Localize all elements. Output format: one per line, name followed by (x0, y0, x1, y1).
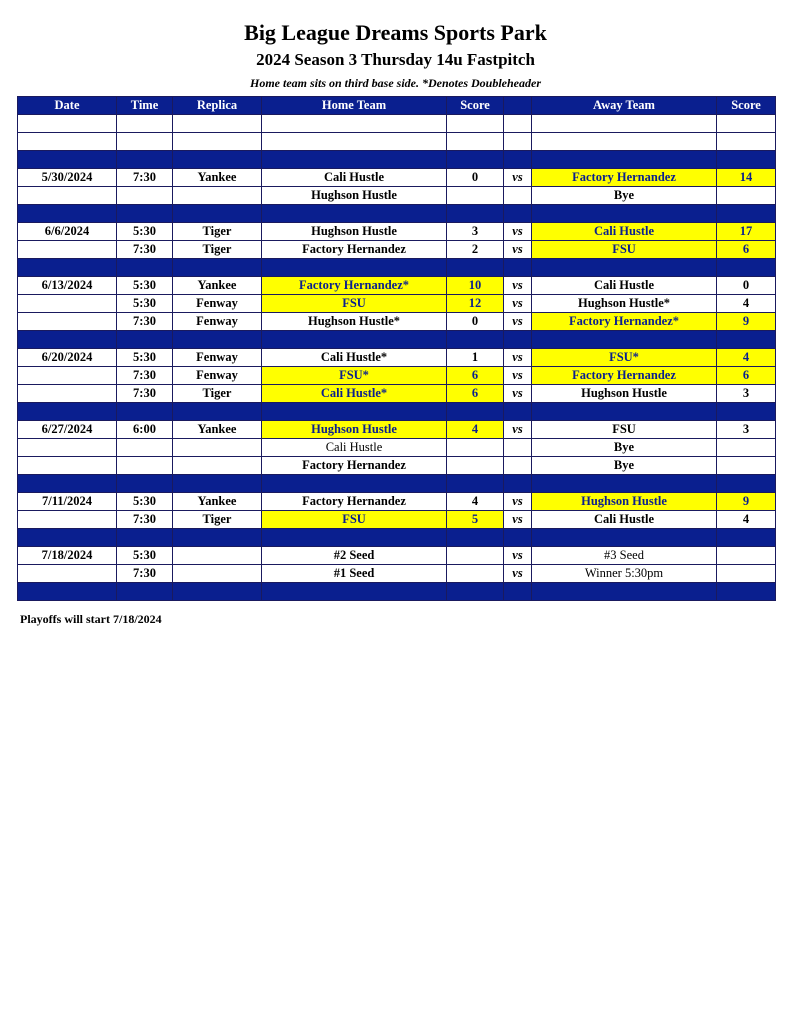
page-subtitle: 2024 Season 3 Thursday 14u Fastpitch (256, 50, 535, 69)
separator-cell (532, 475, 717, 493)
separator-cell (262, 529, 447, 547)
date-cell (18, 295, 117, 313)
blank-cell (532, 133, 717, 151)
separator-cell (447, 205, 504, 223)
replica-cell: Yankee (173, 169, 262, 187)
game-row (18, 169, 776, 187)
vs-cell (504, 457, 532, 475)
game-row (18, 421, 776, 439)
separator-cell (117, 151, 173, 169)
away-score-cell: 17 (717, 223, 776, 241)
game-row (18, 457, 776, 475)
separator-cell (447, 403, 504, 421)
separator-cell (18, 205, 117, 223)
home-team-cell: Cali Hustle (262, 439, 447, 457)
date-cell (18, 241, 117, 259)
game-row (18, 187, 776, 205)
replica-cell: Yankee (173, 421, 262, 439)
replica-cell (173, 439, 262, 457)
away-team-cell: Cali Hustle (532, 511, 717, 529)
home-team-cell: #2 Seed (262, 547, 447, 565)
separator-cell (18, 529, 117, 547)
replica-cell: Yankee (173, 493, 262, 511)
replica-cell: Fenway (173, 367, 262, 385)
separator-cell (504, 259, 532, 277)
home-team-cell: Hughson Hustle (262, 421, 447, 439)
separator-cell (173, 205, 262, 223)
blank-cell (717, 133, 776, 151)
vs-cell: vs (504, 295, 532, 313)
home-team-cell: Factory Hernandez (262, 241, 447, 259)
away-score-cell (717, 457, 776, 475)
separator-cell (504, 205, 532, 223)
time-cell: 7:30 (117, 565, 173, 583)
away-score-cell (717, 439, 776, 457)
separator-cell (18, 331, 117, 349)
separator-cell (717, 151, 776, 169)
game-row (18, 241, 776, 259)
home-team-cell: FSU (262, 295, 447, 313)
separator-cell (262, 475, 447, 493)
away-score-cell: 9 (717, 493, 776, 511)
time-cell: 5:30 (117, 295, 173, 313)
game-row (18, 565, 776, 583)
separator-cell (18, 583, 117, 601)
away-team-cell: Hughson Hustle* (532, 295, 717, 313)
away-score-cell: 14 (717, 169, 776, 187)
home-team-cell: FSU* (262, 367, 447, 385)
away-team-cell: Factory Hernandez (532, 169, 717, 187)
date-cell (18, 187, 117, 205)
date-cell (18, 367, 117, 385)
schedule-table (17, 96, 776, 601)
separator-cell (717, 331, 776, 349)
separator-cell (173, 259, 262, 277)
vs-cell: vs (504, 223, 532, 241)
date-cell (18, 439, 117, 457)
separator-cell (504, 151, 532, 169)
date-cell: 7/18/2024 (18, 547, 117, 565)
away-score-cell (717, 187, 776, 205)
away-score-cell: 9 (717, 313, 776, 331)
away-team-cell: Bye (532, 187, 717, 205)
separator-cell (447, 259, 504, 277)
replica-cell: Tiger (173, 241, 262, 259)
home-team-cell: Hughson Hustle (262, 187, 447, 205)
away-score-cell: 4 (717, 349, 776, 367)
separator-cell (504, 529, 532, 547)
separator-cell (173, 529, 262, 547)
home-score-cell (447, 565, 504, 583)
separator-cell (504, 331, 532, 349)
away-team-cell: FSU* (532, 349, 717, 367)
week-separator-row (18, 205, 776, 223)
separator-cell (262, 259, 447, 277)
blank-cell (173, 115, 262, 133)
separator-cell (532, 259, 717, 277)
vs-cell (504, 187, 532, 205)
separator-cell (18, 403, 117, 421)
col-header-away-score: Score (717, 97, 776, 115)
home-team-cell: Factory Hernandez (262, 457, 447, 475)
home-score-cell (447, 547, 504, 565)
home-team-cell: FSU (262, 511, 447, 529)
week-separator-row (18, 583, 776, 601)
separator-cell (18, 475, 117, 493)
date-cell (18, 457, 117, 475)
separator-cell (504, 403, 532, 421)
separator-cell (18, 259, 117, 277)
away-team-cell: Bye (532, 439, 717, 457)
time-cell: 7:30 (117, 367, 173, 385)
time-cell: 6:00 (117, 421, 173, 439)
separator-cell (117, 331, 173, 349)
replica-cell (173, 457, 262, 475)
blank-cell (532, 115, 717, 133)
vs-cell: vs (504, 367, 532, 385)
blank-cell (504, 133, 532, 151)
schedule-body (18, 115, 776, 601)
vs-cell: vs (504, 547, 532, 565)
blank-cell (262, 133, 447, 151)
away-score-cell: 3 (717, 385, 776, 403)
date-cell: 6/20/2024 (18, 349, 117, 367)
separator-cell (262, 331, 447, 349)
blank-cell (447, 133, 504, 151)
away-team-cell: #3 Seed (532, 547, 717, 565)
separator-cell (173, 475, 262, 493)
home-team-cell: Cali Hustle* (262, 349, 447, 367)
separator-cell (504, 583, 532, 601)
week-separator-row (18, 403, 776, 421)
time-cell: 5:30 (117, 493, 173, 511)
time-cell: 7:30 (117, 241, 173, 259)
col-header-away-team: Away Team (532, 97, 717, 115)
replica-cell: Yankee (173, 277, 262, 295)
blank-row (18, 133, 776, 151)
week-separator-row (18, 529, 776, 547)
vs-cell: vs (504, 241, 532, 259)
time-cell (117, 439, 173, 457)
away-score-cell: 4 (717, 511, 776, 529)
game-row (18, 313, 776, 331)
replica-cell: Fenway (173, 349, 262, 367)
date-cell: 5/30/2024 (18, 169, 117, 187)
blank-cell (18, 133, 117, 151)
separator-cell (173, 151, 262, 169)
separator-cell (262, 151, 447, 169)
col-header-home-team: Home Team (262, 97, 447, 115)
home-score-cell (447, 187, 504, 205)
home-team-cell: Hughson Hustle (262, 223, 447, 241)
home-score-cell: 5 (447, 511, 504, 529)
date-cell (18, 565, 117, 583)
separator-cell (717, 475, 776, 493)
time-cell (117, 187, 173, 205)
week-separator-row (18, 259, 776, 277)
separator-cell (117, 529, 173, 547)
home-score-cell: 4 (447, 493, 504, 511)
week-separator-row (18, 331, 776, 349)
separator-cell (173, 583, 262, 601)
page-title: Big League Dreams Sports Park (244, 20, 547, 45)
blank-row (18, 115, 776, 133)
header-row (18, 97, 776, 115)
away-team-cell: Factory Hernandez (532, 367, 717, 385)
game-row (18, 439, 776, 457)
vs-cell: vs (504, 277, 532, 295)
home-team-cell: #1 Seed (262, 565, 447, 583)
game-row (18, 385, 776, 403)
game-row (18, 277, 776, 295)
separator-cell (532, 205, 717, 223)
away-score-cell: 3 (717, 421, 776, 439)
blank-cell (173, 133, 262, 151)
time-cell: 7:30 (117, 313, 173, 331)
time-cell: 5:30 (117, 547, 173, 565)
col-header-replica: Replica (173, 97, 262, 115)
home-score-cell: 4 (447, 421, 504, 439)
away-score-cell: 0 (717, 277, 776, 295)
away-score-cell (717, 547, 776, 565)
vs-cell: vs (504, 385, 532, 403)
separator-cell (532, 403, 717, 421)
separator-cell (18, 151, 117, 169)
date-cell: 6/13/2024 (18, 277, 117, 295)
vs-cell: vs (504, 511, 532, 529)
time-cell: 7:30 (117, 169, 173, 187)
game-row (18, 223, 776, 241)
vs-cell (504, 439, 532, 457)
vs-cell: vs (504, 313, 532, 331)
vs-cell: vs (504, 169, 532, 187)
home-score-cell: 0 (447, 313, 504, 331)
separator-cell (717, 205, 776, 223)
home-score-cell: 3 (447, 223, 504, 241)
home-score-cell: 12 (447, 295, 504, 313)
away-score-cell: 6 (717, 367, 776, 385)
time-cell: 7:30 (117, 511, 173, 529)
vs-cell: vs (504, 565, 532, 583)
away-team-cell: Cali Hustle (532, 277, 717, 295)
away-team-cell: Hughson Hustle (532, 385, 717, 403)
blank-cell (504, 115, 532, 133)
home-score-cell (447, 457, 504, 475)
vs-cell: vs (504, 493, 532, 511)
time-cell: 5:30 (117, 223, 173, 241)
replica-cell: Fenway (173, 295, 262, 313)
away-score-cell: 4 (717, 295, 776, 313)
blank-cell (18, 115, 117, 133)
replica-cell: Tiger (173, 223, 262, 241)
separator-cell (717, 259, 776, 277)
game-row (18, 511, 776, 529)
game-row (18, 547, 776, 565)
separator-cell (447, 583, 504, 601)
replica-cell: Fenway (173, 313, 262, 331)
separator-cell (447, 529, 504, 547)
separator-cell (504, 475, 532, 493)
home-team-cell: Factory Hernandez* (262, 277, 447, 295)
separator-cell (447, 331, 504, 349)
separator-cell (717, 529, 776, 547)
separator-cell (117, 583, 173, 601)
week-separator-row (18, 475, 776, 493)
replica-cell (173, 565, 262, 583)
separator-cell (117, 205, 173, 223)
separator-cell (447, 151, 504, 169)
away-team-cell: Bye (532, 457, 717, 475)
replica-cell: Tiger (173, 511, 262, 529)
time-cell: 5:30 (117, 277, 173, 295)
game-row (18, 349, 776, 367)
separator-cell (173, 403, 262, 421)
separator-cell (262, 205, 447, 223)
separator-cell (532, 529, 717, 547)
date-cell (18, 511, 117, 529)
home-team-cell: Cali Hustle* (262, 385, 447, 403)
home-score-cell: 6 (447, 367, 504, 385)
replica-cell: Tiger (173, 385, 262, 403)
home-score-cell: 2 (447, 241, 504, 259)
home-score-cell: 10 (447, 277, 504, 295)
time-cell (117, 457, 173, 475)
home-score-cell: 1 (447, 349, 504, 367)
away-score-cell: 6 (717, 241, 776, 259)
separator-cell (117, 403, 173, 421)
home-team-cell: Factory Hernandez (262, 493, 447, 511)
game-row (18, 493, 776, 511)
schedule-note: Home team sits on third base side. *Denotes Doubleheader (250, 76, 541, 90)
away-team-cell: FSU (532, 421, 717, 439)
blank-cell (117, 133, 173, 151)
away-team-cell: FSU (532, 241, 717, 259)
home-score-cell (447, 439, 504, 457)
separator-cell (173, 331, 262, 349)
home-team-cell: Cali Hustle (262, 169, 447, 187)
blank-cell (262, 115, 447, 133)
away-team-cell: Cali Hustle (532, 223, 717, 241)
col-header-vs (504, 97, 532, 115)
separator-cell (717, 403, 776, 421)
separator-cell (262, 583, 447, 601)
separator-cell (117, 259, 173, 277)
col-header-time: Time (117, 97, 173, 115)
home-score-cell: 0 (447, 169, 504, 187)
playoffs-note: Playoffs will start 7/18/2024 (20, 612, 162, 626)
away-team-cell: Winner 5:30pm (532, 565, 717, 583)
replica-cell (173, 187, 262, 205)
blank-cell (717, 115, 776, 133)
date-cell (18, 313, 117, 331)
replica-cell (173, 547, 262, 565)
separator-cell (117, 475, 173, 493)
separator-cell (532, 331, 717, 349)
date-cell: 7/11/2024 (18, 493, 117, 511)
time-cell: 7:30 (117, 385, 173, 403)
date-cell: 6/27/2024 (18, 421, 117, 439)
away-score-cell (717, 565, 776, 583)
date-cell (18, 385, 117, 403)
blank-cell (447, 115, 504, 133)
vs-cell: vs (504, 349, 532, 367)
separator-cell (532, 583, 717, 601)
away-team-cell: Hughson Hustle (532, 493, 717, 511)
date-cell: 6/6/2024 (18, 223, 117, 241)
week-separator-row (18, 151, 776, 169)
time-cell: 5:30 (117, 349, 173, 367)
col-header-home-score: Score (447, 97, 504, 115)
separator-cell (532, 151, 717, 169)
home-score-cell: 6 (447, 385, 504, 403)
separator-cell (262, 403, 447, 421)
col-header-date: Date (18, 97, 117, 115)
vs-cell: vs (504, 421, 532, 439)
blank-cell (117, 115, 173, 133)
home-team-cell: Hughson Hustle* (262, 313, 447, 331)
separator-cell (717, 583, 776, 601)
game-row (18, 367, 776, 385)
away-team-cell: Factory Hernandez* (532, 313, 717, 331)
game-row (18, 295, 776, 313)
separator-cell (447, 475, 504, 493)
